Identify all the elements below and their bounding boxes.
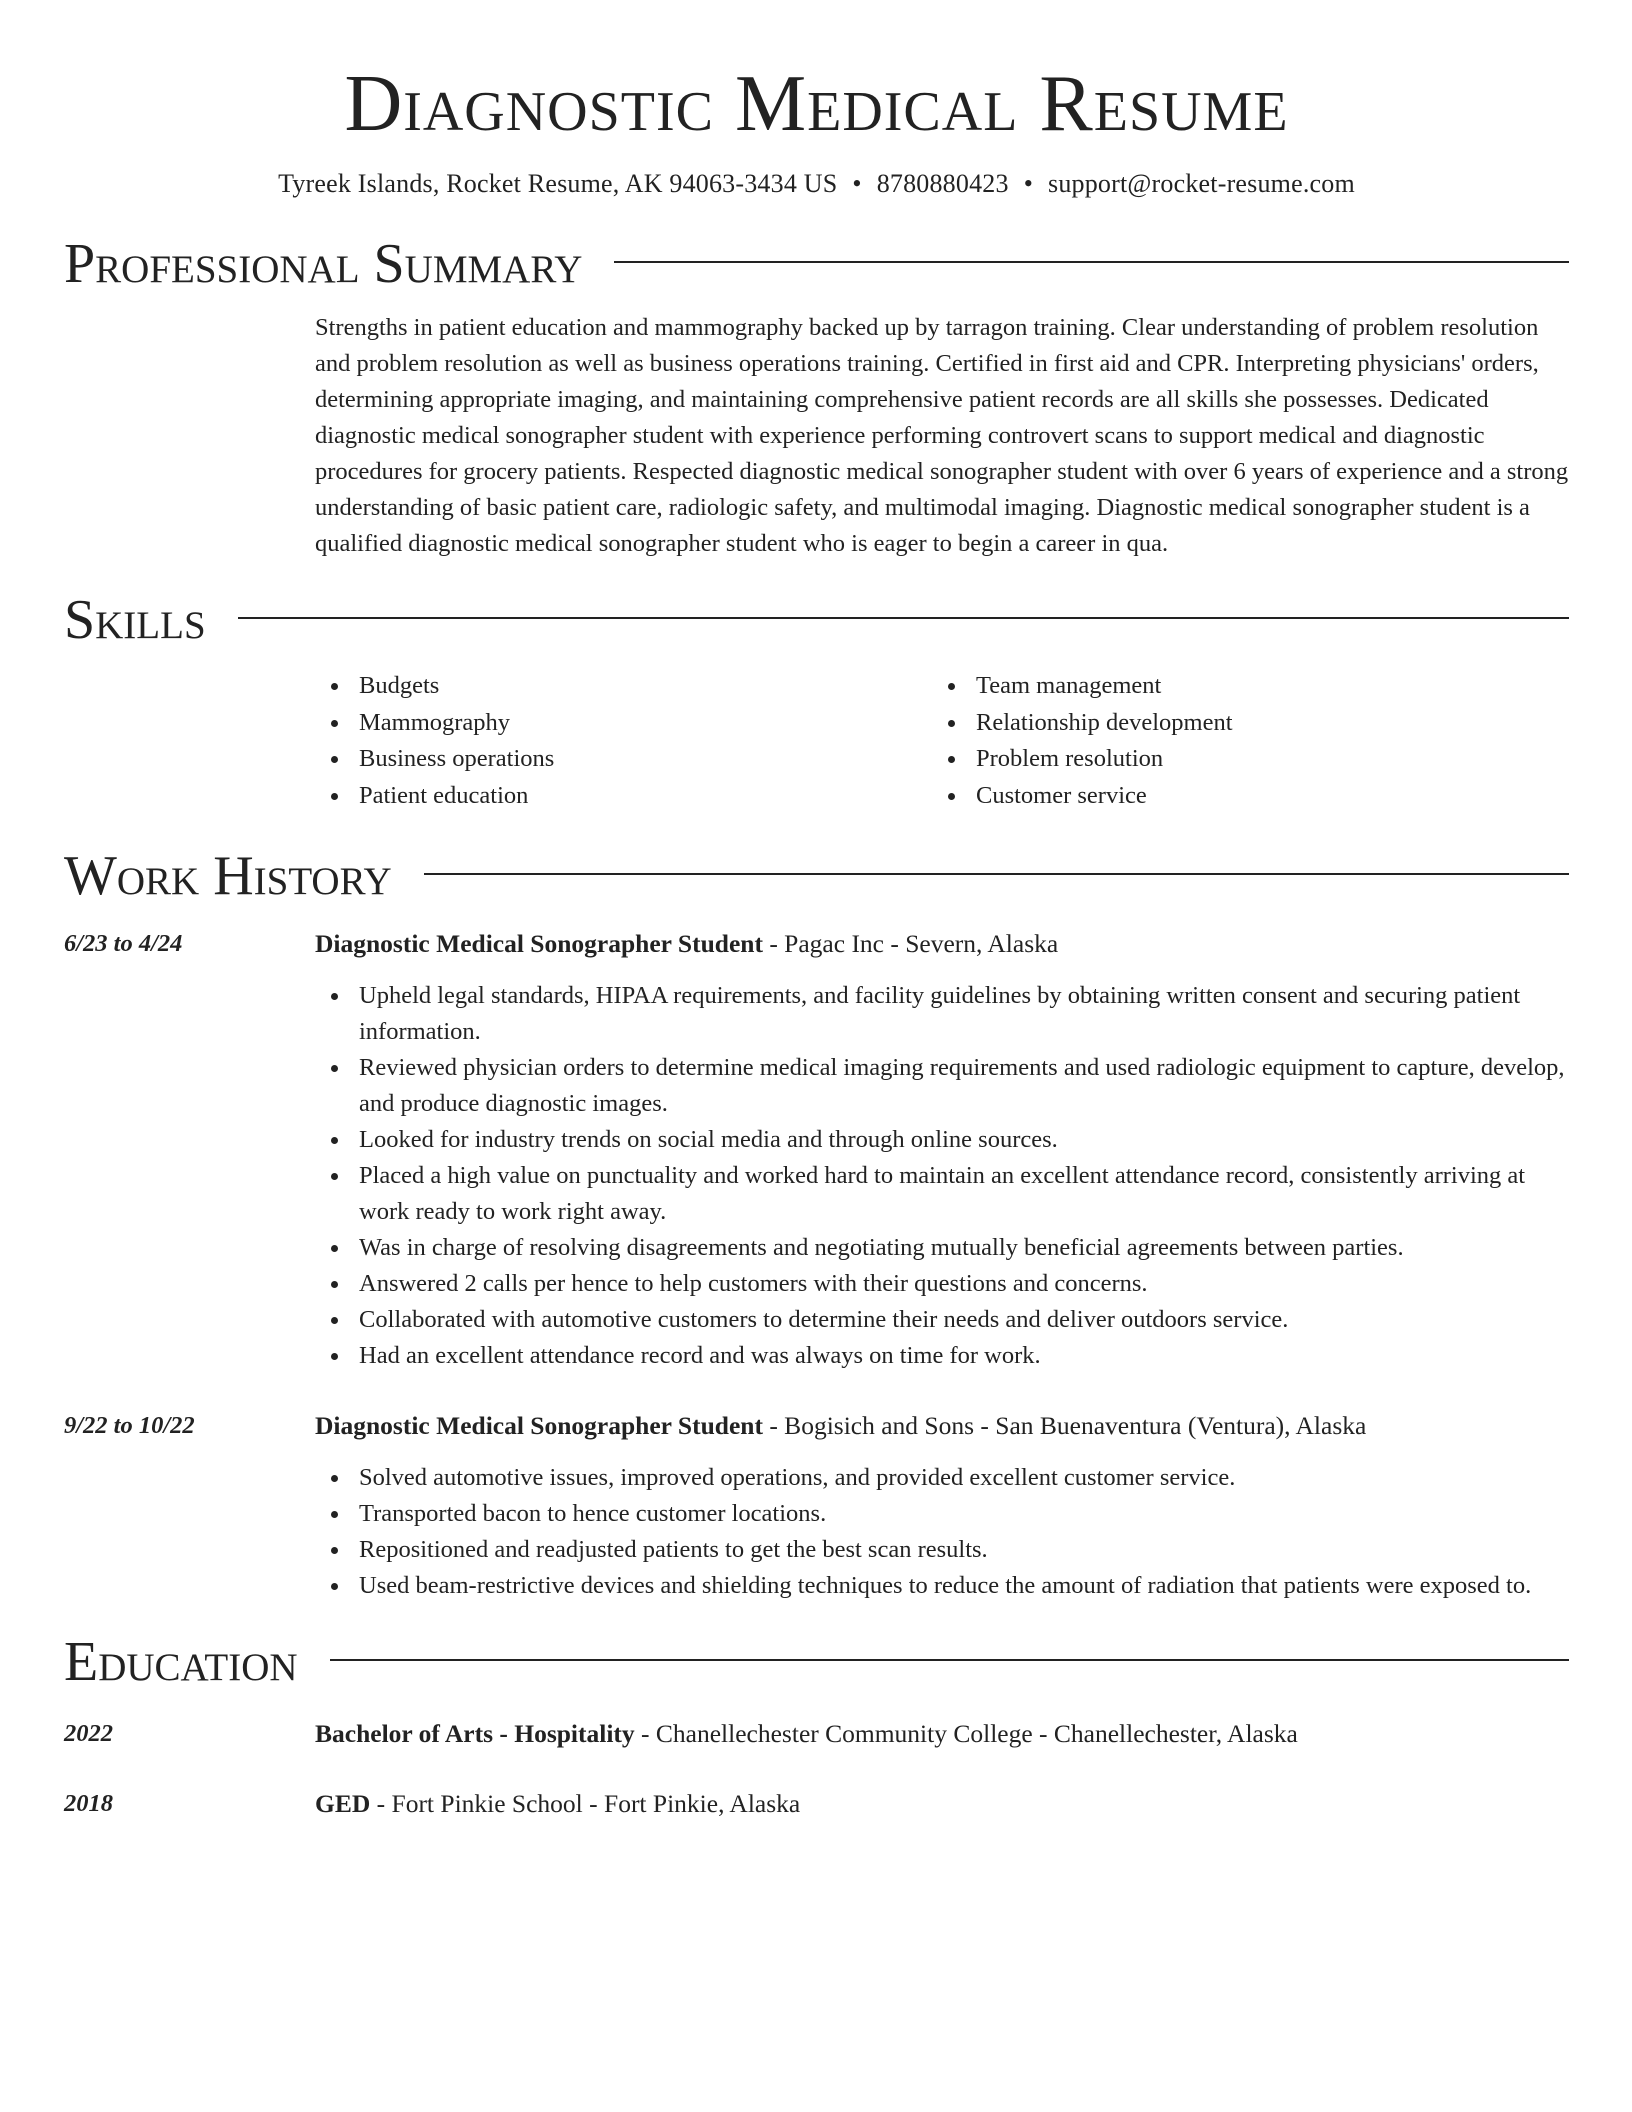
skills-section-header [64, 588, 1569, 652]
job-bullets [315, 978, 1569, 1374]
skill-item: Mammography [359, 705, 932, 742]
job-bullet: Transported bacon to hence customer locations. [359, 1496, 1569, 1532]
skill-item: Problem resolution [976, 741, 1233, 778]
skill-item: Team management [976, 668, 1233, 705]
degree-line [315, 1786, 1569, 1822]
address: Tyreek Islands, Rocket Resume, AK 94063-3434 US [278, 169, 838, 198]
job-title: Diagnostic Medical Sonographer Student [315, 929, 763, 958]
section-title: Work History [64, 845, 392, 907]
education-year: 2018 [64, 1790, 113, 1817]
work-entry [64, 926, 1569, 1374]
job-bullet: Reviewed physician orders to determine medical imaging requirements and used radiologic equipment to capture, develop, and produce diagnostic images. [359, 1050, 1569, 1122]
work-dates: 9/22 to 10/22 [64, 1412, 195, 1439]
section-divider [238, 617, 1569, 619]
section-title: Skills [64, 589, 206, 651]
contact-line [64, 168, 1569, 200]
separator-dot: • [852, 169, 862, 198]
education-details [315, 1716, 1569, 1752]
job-employer: - Pagac Inc - Severn, Alaska [762, 929, 1059, 958]
section-divider [614, 261, 1569, 263]
work-dates: 6/23 to 4/24 [64, 930, 183, 957]
skills-columns [315, 668, 1569, 814]
job-bullets [315, 1460, 1569, 1604]
school: - Chanellechester Community College - Chanellechester, Alaska [634, 1719, 1298, 1748]
separator-dot: • [1023, 169, 1033, 198]
resume-page [64, 0, 1569, 1822]
job-bullet: Looked for industry trends on social media and through online sources. [359, 1122, 1569, 1158]
job-title: Diagnostic Medical Sonographer Student [315, 1411, 763, 1440]
job-title-line [315, 926, 1569, 962]
work-entry [64, 1408, 1569, 1604]
job-bullet: Answered 2 calls per hence to help customers with their questions and concerns. [359, 1266, 1569, 1302]
section-divider [330, 1659, 1569, 1661]
skills-list-right [932, 668, 1233, 814]
job-bullet: Placed a high value on punctuality and worked hard to maintain an excellent attendance record, consistently arriving at work ready to work right away. [359, 1158, 1569, 1230]
job-bullet: Solved automotive issues, improved operations, and provided excellent customer service. [359, 1460, 1569, 1496]
work-section-header [64, 844, 1569, 908]
education-year: 2022 [64, 1720, 113, 1747]
degree: Bachelor of Arts - Hospitality [315, 1719, 635, 1748]
skill-item: Budgets [359, 668, 932, 705]
education-entry [64, 1786, 1569, 1822]
job-title-line [315, 1408, 1569, 1444]
skill-item: Customer service [976, 778, 1233, 815]
summary-section-header [64, 232, 1569, 296]
school: - Fort Pinkie School - Fort Pinkie, Alaska [370, 1789, 801, 1818]
skill-item: Business operations [359, 741, 932, 778]
section-divider [424, 873, 1569, 875]
phone: 8780880423 [876, 169, 1009, 198]
skills-list-left [315, 668, 932, 814]
job-bullet: Repositioned and readjusted patients to get the best scan results. [359, 1532, 1569, 1568]
degree-line [315, 1716, 1569, 1752]
work-details [315, 1408, 1569, 1604]
job-bullet: Upheld legal standards, HIPAA requirements, and facility guidelines by obtaining written consent and securing patient information. [359, 978, 1569, 1050]
work-details [315, 926, 1569, 1374]
job-bullet: Used beam-restrictive devices and shielding techniques to reduce the amount of radiation that patients were exposed to. [359, 1568, 1569, 1604]
job-bullet: Had an excellent attendance record and was always on time for work. [359, 1338, 1569, 1374]
section-title: Professional Summary [64, 233, 583, 295]
email-link[interactable]: support@rocket-resume.com [1048, 169, 1355, 198]
degree: GED [315, 1789, 371, 1818]
section-title: Education [64, 1631, 298, 1693]
summary-text: Strengths in patient education and mammography backed up by tarragon training. Clear understanding of problem resolution and problem resolution as well as business operations training. Certified in first aid and CPR. Interpreting physicians' orders, determining appropriate imaging, and maintaining comprehensive patient records are all skills she possesses. Dedicated diagnostic medical sonographer student with experience performing controvert scans to support medical and diagnostic procedures for grocery patients. Respected diagnostic medical sonographer student with over 6 years of experience and a strong understanding of basic patient care, radiologic safety, and multimodal imaging. Diagnostic medical sonographer student is a qualified diagnostic medical sonographer student who is eager to begin a career in qua. [315, 314, 1569, 557]
education-section-header [64, 1630, 1569, 1694]
education-details [315, 1786, 1569, 1822]
skills-body [315, 668, 1569, 814]
skill-item: Relationship development [976, 705, 1233, 742]
skill-item: Patient education [359, 778, 932, 815]
summary-body [315, 310, 1569, 562]
job-employer: - Bogisich and Sons - San Buenaventura (Ventura), Alaska [762, 1411, 1367, 1440]
resume-title: Diagnostic Medical Resume [344, 60, 1289, 148]
job-bullet: Collaborated with automotive customers to determine their needs and deliver outdoors service. [359, 1302, 1569, 1338]
education-entry [64, 1716, 1569, 1752]
job-bullet: Was in charge of resolving disagreements and negotiating mutually beneficial agreements between parties. [359, 1230, 1569, 1266]
